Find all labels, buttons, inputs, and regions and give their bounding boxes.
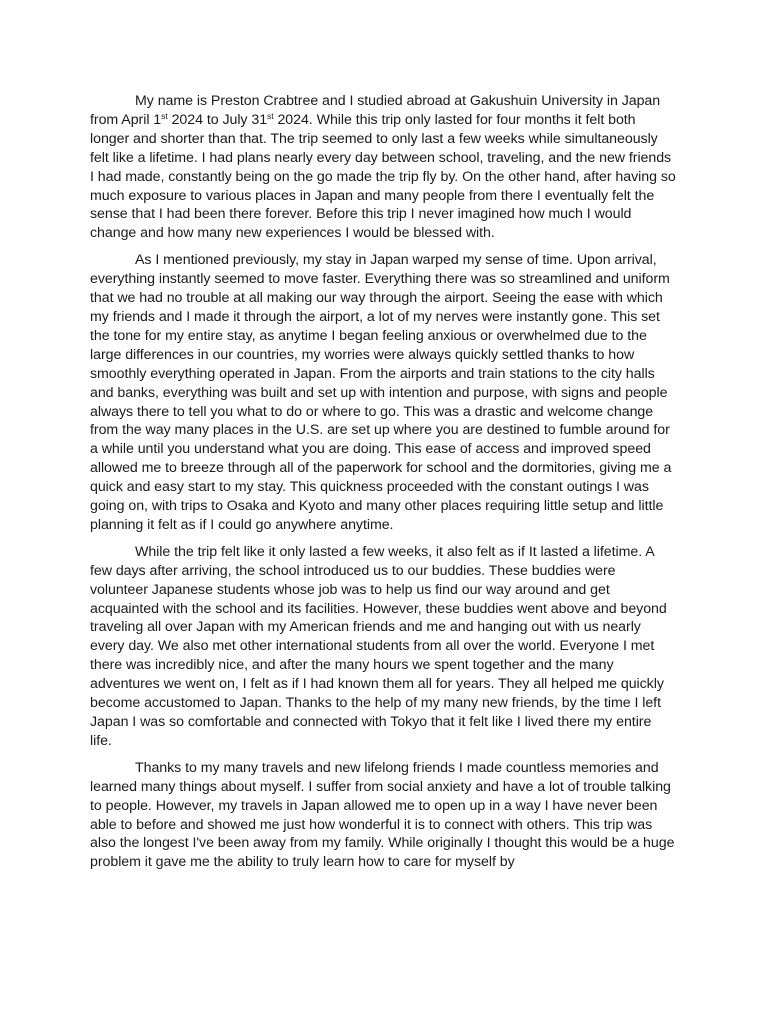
ordinal-suffix: st bbox=[267, 110, 274, 121]
ordinal-suffix: st bbox=[161, 110, 168, 121]
paragraph-text-segment: 2024. While this trip only lasted for four months it felt both longer and shorter than that. The trip seemed to only last a few weeks while simultaneously felt like a lifetime. I had plans nearly every day between school, traveling, and the new friends I had made, constantly being on the go made the trip fly by. On the other hand, after having so much exposure to various places in Japan and many people from there I eventually felt the sense that I had been there forever. Before this trip I never imagined how much I would change and how many new experiences I would be blessed with. bbox=[90, 111, 676, 242]
document-body bbox=[90, 92, 676, 880]
paragraph-text-segment: 2024 to July 31 bbox=[167, 111, 268, 128]
paragraph-introduction bbox=[90, 92, 676, 243]
paragraph-lifetime-friends: While the trip felt like it only lasted a few weeks, it also felt as if It lasted a lifetime. A few days after arriving, the school introduced us to our buddies. These buddies were volunteer Japanese students whose job was to help us find our way around and get acquainted with the school and its facilities. However, these buddies went above and beyond traveling all over Japan with my American friends and me and hanging out with us nearly every day. We also met other international students from all over the world. Everyone I met there was incredibly nice, and after the many hours we spent together and the many adventures we went on, I felt as if I had known them all for years. They all helped me quickly become accustomed to Japan. Thanks to the help of my many new friends, by the time I left Japan I was so comfortable and connected with Tokyo that it felt like I lived there my entire life. bbox=[90, 543, 667, 749]
paragraph-memories: Thanks to my many travels and new lifelong friends I made countless memories and learned many things about myself. I suffer from social anxiety and have a lot of trouble talking to people. However, my travels in Japan allowed me to open up in a way I have never been able to before and showed me just how wonderful it is to connect with others. This trip was also the longest I've been away from my family. While originally I thought this would be a huge problem it gave me the ability to truly learn how to care for myself by bbox=[90, 759, 675, 871]
paragraph-text-segment: My name is Preston Crabtree and I studied abroad at Gakushuin University in Japan from April 1 bbox=[90, 93, 661, 128]
paragraph-sense-of-time: As I mentioned previously, my stay in Japan warped my sense of time. Upon arrival, everything instantly seemed to move faster. Everything there was so streamlined and uniform that we had no trouble at all making our way through the airport. Seeing the ease with which my friends and I made it through the airport, a lot of my nerves were instantly gone. This set the tone for my entire stay, as anytime I began feeling anxious or overwhelmed due to the large differences in our countries, my worries were always quickly settled thanks to how smoothly everything operated in Japan. From the airports and train stations to the city halls and banks, everything was built and set up with intention and purpose, with signs and people always there to tell you what to do or where to go. This was a drastic and welcome change from the way many places in the U.S. are set up where you are destined to fumble around for a while until you understand what you are doing. This ease of access and improved speed allowed me to breeze through all of the paperwork for school and the dormitories, giving me a quick and easy start to my stay. This quickness proceeded with the constant outings I was going on, with trips to Osaka and Kyoto and many other places requiring little setup and little planning it felt as if I could go anywhere anytime. bbox=[90, 252, 672, 533]
